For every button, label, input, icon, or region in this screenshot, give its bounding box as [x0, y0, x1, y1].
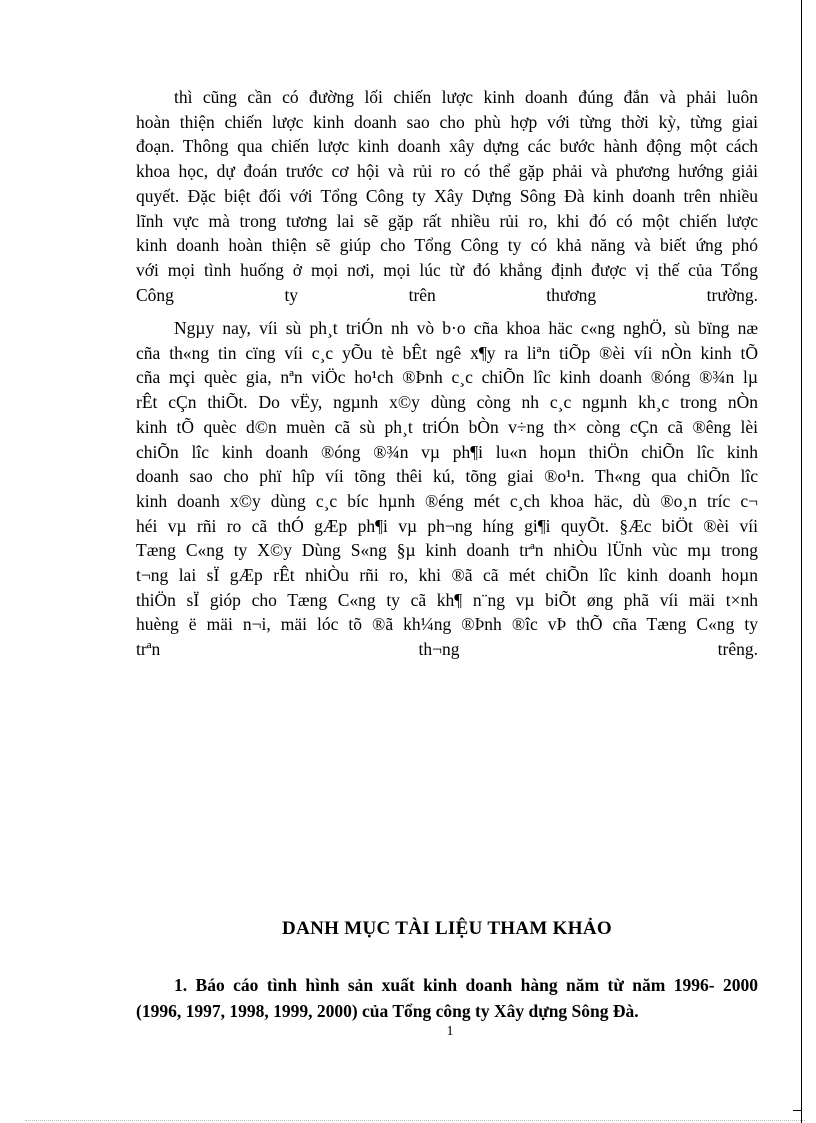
text-line: trªn th¬ng trêng. — [136, 639, 758, 660]
text-line: quyết. Đặc biệt đối với Tổng Công ty Xây Dựng Sông Đà kinh doanh trên nhiều — [136, 185, 758, 206]
text-line: Ngµy nay, víi sù ph¸t triÓn nh vò b·o cña khoa häc c«ng nghÖ, sù bïng næ — [174, 318, 758, 338]
text-line: thì cũng cần có đường lối chiến lược kinh doanh đúng đắn và phải luôn — [174, 87, 758, 107]
page-border-corner — [793, 1110, 801, 1111]
text-line: kinh doanh x©y dùng c¸c bíc hµnh ®éng mét c¸ch khoa häc, dù ®o¸n tríc c¬ — [136, 490, 758, 511]
page-number: 1 — [446, 1024, 454, 1039]
text-line: chiÕn lîc kinh doanh ®óng ®¾n vµ ph¶i lu«n hoµn thiÖn chiÕn lîc kinh — [136, 441, 758, 462]
references-heading: DANH MỤC TÀI LIỆU THAM KHẢO — [282, 918, 612, 939]
text-line: huèng ë mäi n¬i, mäi lóc tõ ®ã kh¼ng ®Þnh ®îc vÞ thÕ cña Tæng C«ng ty — [136, 614, 758, 635]
text-line: doanh sao cho phï hîp víi tõng thêi kú, tõng giai ®o¹n. Th«ng qua chiÕn lîc — [136, 466, 758, 487]
text-line: hoàn thiện chiến lược kinh doanh sao cho phù hợp với từng thời kỳ, từng giai — [136, 111, 758, 132]
text-line: cña mçi quèc gia, nªn viÖc ho¹ch ®Þnh c¸c chiÕn lîc kinh doanh ®óng ®¾n lµ — [136, 367, 758, 388]
text-line: héi vµ rñi ro cã thÓ gÆp ph¶i vµ ph¬ng híng gi¶i quyÕt. §Æc biÖt ®èi víi — [136, 515, 758, 536]
paragraph-2 — [136, 316, 758, 662]
text-line: thiÖn sÏ gióp cho Tæng C«ng ty cã kh¶ n¨ng vµ biÕt øng phã víi mäi t×nh — [136, 589, 758, 610]
text-line: lĩnh vực mà trong tương lai sẽ gặp rất nhiều rủi ro, khi đó có một chiến lược — [136, 210, 758, 231]
page-border-right — [801, 0, 802, 1123]
text-line: khoa học, dự đoán trước cơ hội và rủi ro có thể gặp phải và phương hướng giải — [136, 161, 758, 182]
text-line: Tæng C«ng ty X©y Dùng S«ng §µ kinh doanh trªn nhiÒu lÜnh vùc mµ trong — [136, 540, 758, 561]
reference-line: 1. Báo cáo tình hình sản xuất kinh doanh hàng năm từ năm 1996- 2000 — [174, 975, 758, 995]
text-line: đoạn. Thông qua chiến lược kinh doanh xây dựng các bước hành động một cách — [136, 136, 758, 157]
text-line: rÊt cÇn thiÕt. Do vËy, ngµnh x©y dùng còng nh c¸c ngµnh kh¸c trong nÒn — [136, 392, 758, 413]
paragraph-1 — [136, 85, 758, 307]
page-border-bottom — [25, 1120, 805, 1121]
text-line: cña th«ng tin cïng víi c¸c yÕu tè bÊt ngê x¶y ra liªn tiÕp ®èi víi nÒn kinh tÕ — [136, 342, 758, 363]
text-line: với mọi tình huống ở mọi nơi, mọi lúc từ đó khẳng định được vị thế của Tổng — [136, 259, 758, 280]
text-line: kinh doanh hoàn thiện sẽ giúp cho Tổng Công ty có khả năng và biết ứng phó — [136, 235, 758, 256]
reference-item — [136, 972, 758, 1024]
text-line: kinh tÕ quèc d©n muèn cã sù ph¸t triÓn bÒn v÷ng th× còng cÇn cã ®êng lèi — [136, 416, 758, 437]
text-line: Công ty trên thương trường. — [136, 284, 758, 305]
text-line: t¬ng lai sÏ gÆp rÊt nhiÒu rñi ro, khi ®ã cã mét chiÕn lîc kinh doanh hoµn — [136, 565, 758, 586]
reference-line: (1996, 1997, 1998, 1999, 2000) của Tổng công ty Xây dựng Sông Đà. — [136, 1001, 639, 1021]
